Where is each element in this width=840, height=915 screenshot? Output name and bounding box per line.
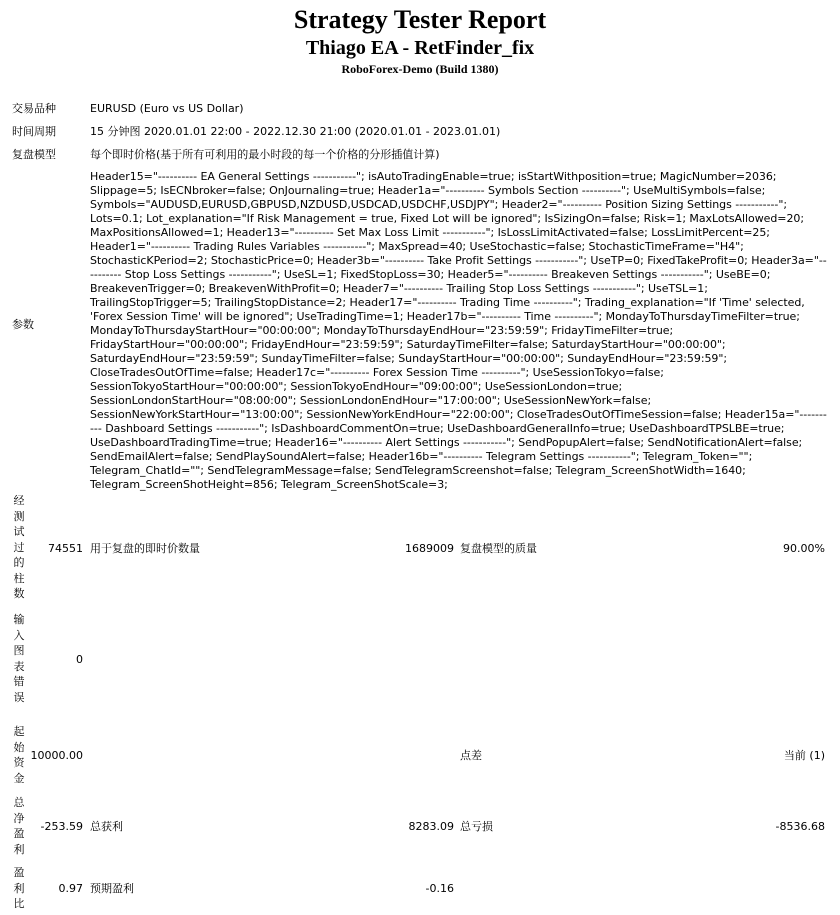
gross-loss-value: -8536.68 xyxy=(775,820,825,833)
spread-label: 点差 xyxy=(460,749,482,762)
deposit-value: 10000.00 xyxy=(30,749,83,762)
ea-name: Thiago EA - RetFinder_fix xyxy=(305,37,535,59)
model-label: 复盘模型 xyxy=(12,148,56,161)
expected-payoff-value: -0.16 xyxy=(425,882,454,895)
errors-value: 0 xyxy=(76,653,83,666)
errors-label: 输入图表错误 xyxy=(13,613,25,704)
gross-profit-label: 总获利 xyxy=(90,820,123,833)
symbol-value: EURUSD (Euro vs US Dollar) xyxy=(90,102,244,115)
spread-value: 当前 (1) xyxy=(783,749,825,762)
bars-value: 74551 xyxy=(48,542,83,555)
params-value: Header15="---------- EA General Settings -----------"; isAutoTradingEnable=true; isStartWithposition=true; MagicNumber=2036; Slippage=5; IsECNbroker=false; OnJournaling=true; Header1a="---------- Symbols Section ----------"; UseMultiSymbols=false; Symbols="AUDUSD,EURUSD,GBPUSD,NZDUSD,USDCAD,USDCHF,USDJPY"; Header2="---------- Position Sizing Settings -----------"; Lots=0.1; Lot_explanation="If Risk Management = true, Fixed Lot will be ignored"; IsSizingOn=false; Risk=1; MaxLotsAllowed=20; MaxPositionsAllowed=1; Header13="---------- Set Max Loss Limit -----------"; IsLossLimitActivated=false; LossLimitPercent=25; Header1="---------- Trading Rules Variables -----------"; MaxSpread=40; UseStochastic=false; StochasticTimeFrame="H4"; StochasticKPeriod=2; StochasticPrice=0; Header3b="---------- Take Profit Settings -----------"; UseTP=0; FixedTakeProfit=0; Header3a="---------- Stop Loss Settings -----------"; UseSL=1; FixedStopLoss=30; Header5="---------- Breakeven Settings -----------"; UseBE=0; BreakevenTrigger=0; BreakevenWithProfit=0; Header7="---------- Trailing Stop Loss Settings -----------"; UseTSL=1; TrailingStopTrigger=5; TrailingStopDistance=2; Header17="---------- Trading Time ----------"; Trading_explanation="If 'Time' selected, 'Forex Session Time' will be ignored"; UseTradingTime=1; Header17b="---------- Time ----------"; MondayToThursdayTimeFilter=true; MondayToThursdayStartHour="00:00:00"; MondayToThursdayEndHour="23:59:59"; FridayTimeFilter=true; FridayStartHour="00:00:00"; FridayEndHour="23:59:59"; SaturdayTimeFilter=false; SaturdayStartHour="00:00:00"; SaturdayEndHour="23:59:59"; SundayTimeFilter=false; SundayStartHour="00:00:00"; SundayEndHour="23:59:59"; CloseTradesOutOfTime=false; Header17c="---------- Forex Session Time ----------"; UseSessionTokyo=false; SessionTokyoStartHour="00:00:00"; SessionTokyoEndHour="09:00:00"; UseSessionLondon=true; SessionLondonStartHour="08:00:00"; SessionLondonEndHour="17:00:00"; UseSessionNewYork=false; SessionNewYorkStartHour="13:00:00"; SessionNewYorkEndHour="22:00:00"; CloseTradesOutOfTimeSession=false; Header15a="---------- Dashboard Settings -----------"; IsDashboardCommentOn=true; UseDashboardGeneralInfo=true; UseDashboardTPSLBE=true; UseDashboardTradingTime=true; Header16="---------- Alert Settings -----------"; SendPopupAlert=false; SendNotificationAlert=false; SendEmailAlert=false; SendPlaySoundAlert=false; Header16b="---------- Telegram Settings -----------"; Telegram_Token=""; Telegram_ChatId=""; SendTelegramMessage=false; SendTelegramScreenshot=false; Telegram_ScreenShotWidth=1640; Telegram_ScreenShotHeight=856; Telegram_ScreenShotScale=3; xyxy=(90,170,827,491)
quality-value: 90.00% xyxy=(783,542,825,555)
server-build: RoboForex-Demo (Build 1380) xyxy=(341,62,499,76)
gross-loss-label: 总亏损 xyxy=(460,820,493,833)
period-label: 时间周期 xyxy=(12,125,56,138)
params-label: 参数 xyxy=(12,318,34,331)
profit-factor-label: 盈利比 xyxy=(13,866,25,910)
expected-payoff-label: 预期盈利 xyxy=(90,882,134,895)
bars-label: 经测试过的柱数 xyxy=(13,494,25,600)
gross-profit-value: 8283.09 xyxy=(408,820,454,833)
ticks-label: 用于复盘的即时价数量 xyxy=(90,542,200,555)
deposit-label: 起始资金 xyxy=(13,725,25,785)
model-value: 每个即时价格(基于所有可利用的最小时段的每一个价格的分形插值计算) xyxy=(90,148,440,161)
profit-factor-value: 0.97 xyxy=(58,882,83,895)
net-profit-label: 总净盈利 xyxy=(13,796,25,856)
ticks-value: 1689009 xyxy=(405,542,454,555)
period-value: 15 分钟图 2020.01.01 22:00 - 2022.12.30 21:00 (2020.01.01 - 2023.01.01) xyxy=(90,125,501,138)
symbol-label: 交易品种 xyxy=(12,102,56,115)
net-profit-value: -253.59 xyxy=(40,820,83,833)
report-title: Strategy Tester Report xyxy=(293,5,547,34)
quality-label: 复盘模型的质量 xyxy=(460,542,537,555)
